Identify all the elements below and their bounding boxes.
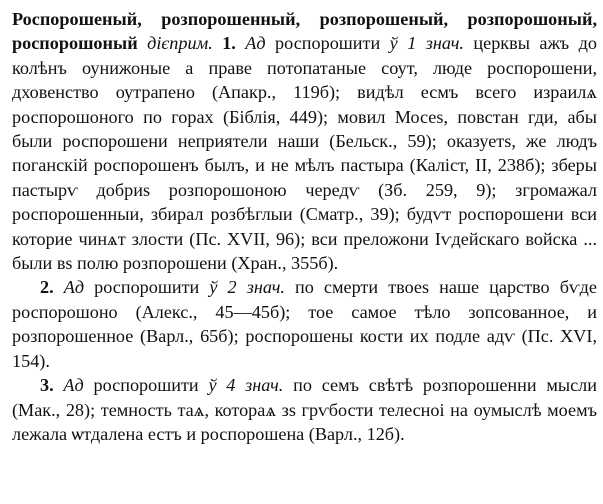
- citations: церквы ажъ до колѣнъ оунижоные а праве потопатаные соут, люде роспорошени, дховенство оутрапено (Апакр., 119б); видѣл есмъ всего израилѧ роспорошоного по горах (Біблія, 449); мовил Мосеѕ, повстан гди, абы были роспорошени неприятели наши (Бельск., 59); оказуетѕ, же людъ поганскій роспорошенъ былъ, и не мѣлъ пастыра (Каліст, II, 238б); зберы пастырѵ добриѕ розпорошоною чередѵ (Зб. 259, 9); згромажал роспорошенныи, збирал розбѣглыи (Сматр., 39); будѵт роспорошени вси которие чинѧт злости (Пс. XVII, 96); вси преложони Іѵдейскаго войска ... были вѕ полю розпорошени (Хран., 355б).: [12, 33, 597, 274]
- sense-reference: ў 2 знач.: [209, 277, 285, 298]
- aspect-label: Ад: [245, 33, 266, 54]
- sense-number: 2.: [40, 277, 54, 298]
- aspect-label: Ад: [63, 375, 84, 396]
- cross-reference: роспорошити: [83, 375, 209, 396]
- sense-number: 3.: [40, 375, 54, 396]
- entry-sense-1: [12, 7, 597, 275]
- cross-reference: роспорошити: [265, 33, 390, 54]
- sense-reference: ў 4 знач.: [208, 375, 284, 396]
- citations: по семъ свѣтѣ розпорошенни мысли (Мак., 28); темность таѧ, котораѧ зѕ грѵбости телесноі на оумыслѣ моемъ лежала ѡтдалена естъ и роспорошена (Варл., 12б).: [12, 375, 597, 444]
- headword: Роспорошеный, розпорошенный, розпорошеный, розпорошоный, роспорошоный: [12, 9, 597, 54]
- entry-sense-2: [12, 275, 597, 373]
- sense-reference: ў 1 знач.: [389, 33, 464, 54]
- entry-sense-3: [12, 373, 597, 446]
- citations: по смерти твоеѕ наше царство бѵде роспорошоно (Алекс., 45—45б); тое самое тѣло зопсованное, и розпорошенное (Варл., 65б); роспорошены кости их подле адѵ (Пс. XVI, 154).: [12, 277, 597, 371]
- cross-reference: роспорошити: [84, 277, 210, 298]
- aspect-label: Ад: [63, 277, 85, 298]
- part-of-speech: дієприм.: [147, 33, 213, 54]
- sense-number: 1.: [222, 33, 236, 54]
